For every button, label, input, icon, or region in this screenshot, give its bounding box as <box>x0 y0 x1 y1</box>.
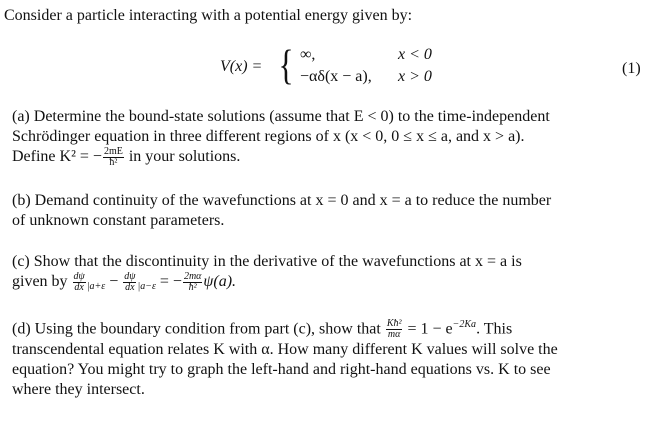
part-a-fraction <box>103 147 124 168</box>
part-a-line1: (a) Determine the bound-state solutions (assume that E < 0) to the time-independent <box>12 108 550 125</box>
part-d-rhs: = 1 − e <box>403 320 453 338</box>
deriv2-fraction <box>123 272 136 293</box>
deriv1-fraction <box>73 272 86 293</box>
deriv2-num: dψ <box>124 271 136 282</box>
equals-minus: = − <box>155 273 182 291</box>
part-d-using: (d) Using the boundary condition from part (c), show that <box>12 320 385 338</box>
part-c <box>12 252 652 297</box>
part-a <box>12 107 652 168</box>
minus-sign: − <box>105 273 123 291</box>
case1-expression: ∞, <box>300 46 316 63</box>
part-c-given: given by <box>12 273 72 291</box>
equation-number: (1) <box>622 60 641 77</box>
coef-den: ħ² <box>188 282 197 293</box>
case2-condition: x > 0 <box>398 68 432 85</box>
left-brace: { <box>278 43 294 89</box>
part-a-line3 <box>12 147 652 168</box>
intro-text <box>4 6 644 26</box>
part-d-end: . This <box>476 320 513 338</box>
part-d-line1 <box>12 315 652 340</box>
psi-a: ψ(a). <box>203 273 237 291</box>
deriv2-sub: |a−ε <box>137 281 156 293</box>
part-b <box>12 191 652 231</box>
coef-fraction <box>183 272 202 293</box>
deriv1-num: dψ <box>73 271 85 282</box>
intro-sentence: Consider a particle interacting with a potential energy given by: <box>4 7 413 24</box>
part-a-frac-den: ħ² <box>109 157 118 168</box>
potential-equation <box>220 44 540 92</box>
part-a-tail: in your solutions. <box>124 148 241 166</box>
part-d-fraction <box>386 319 403 340</box>
part-a-frac-num: 2mE <box>103 146 123 157</box>
case1-condition: x < 0 <box>398 46 432 63</box>
deriv1-sub: |a+ε <box>86 281 106 293</box>
part-c-line1: (c) Show that the discontinuity in the derivative of the wavefunctions at x = a is <box>12 253 522 270</box>
part-d-exponent: −2Ka <box>452 319 477 330</box>
part-d-frac-den: mα <box>387 329 401 341</box>
equation-lhs: V(x) = <box>220 58 263 75</box>
part-a-line2: Schrödinger equation in three different regions of x (x < 0, 0 ≤ x ≤ a, and x > a). <box>12 128 525 145</box>
coef-num: 2mα <box>183 271 202 282</box>
deriv2-den: dx <box>125 282 135 293</box>
part-d-line4: where they intersect. <box>12 381 145 399</box>
part-a-define: Define K² = − <box>12 148 102 166</box>
case2-expression: −αδ(x − a), <box>300 68 372 85</box>
part-d-line3: equation? You might try to graph the left-hand and right-hand equations vs. K to see <box>12 361 551 379</box>
part-b-line2: of unknown constant parameters. <box>12 212 225 229</box>
part-d-frac-num: Kħ² <box>386 318 402 330</box>
part-d-line2: transcendental equation relates K with α. How many different K values will solve the <box>12 341 558 359</box>
part-b-line1: (b) Demand continuity of the wavefunctions at x = 0 and x = a to reduce the number <box>12 192 552 209</box>
deriv1-den: dx <box>74 282 84 293</box>
part-c-line2 <box>12 272 652 297</box>
part-d <box>12 315 652 400</box>
